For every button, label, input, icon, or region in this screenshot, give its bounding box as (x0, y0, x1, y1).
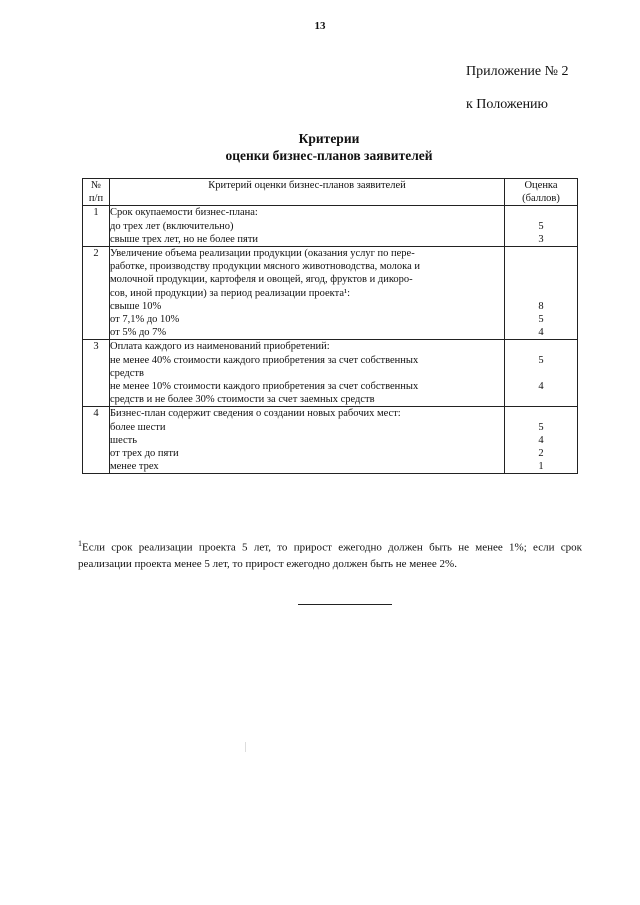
score-cell (505, 407, 578, 474)
document-title: Критерии (298, 131, 360, 146)
header-number-line2: п/п (88, 193, 104, 205)
criterion-line: шесть (110, 434, 138, 446)
page-number: 13 (314, 20, 326, 32)
table-row (83, 340, 578, 407)
criterion-line: молочной продукции, картофеля и овощей, ягод, фруктов и дикоро- (110, 274, 413, 286)
table-row (83, 407, 578, 474)
header-score-line2: (баллов) (522, 193, 560, 205)
criterion-line: Срок окупаемости бизнес-плана: (110, 207, 258, 219)
criterion-line: свыше трех лет, но не более пяти (110, 233, 259, 245)
criterion-line: не менее 40% стоимости каждого приобретения за счет собственных (110, 354, 419, 366)
score-value: 2 (538, 448, 544, 460)
appendix-reference: к Положению (466, 97, 549, 112)
score-value: 4 (538, 381, 544, 393)
header-criterion: Критерий оценки бизнес-планов заявителей (110, 179, 505, 206)
header-score-line1: Оценка (524, 180, 558, 191)
closing-divider (298, 604, 392, 605)
criterion-line: сов, иной продукции) за период реализации проекта¹: (110, 287, 351, 299)
footnote-mark: 1 (78, 539, 82, 548)
criterion-line: не менее 10% стоимости каждого приобретения за счет собственных (110, 381, 419, 393)
criterion-line: от 7,1% до 10% (110, 314, 180, 326)
criterion-line: от трех до пяти (110, 448, 179, 460)
table-header-row (83, 179, 578, 206)
criterion-line: средств и не более 30% стоимости за счет заемных средств (110, 394, 375, 406)
score-value: 5 (538, 421, 544, 433)
criterion-cell (110, 407, 505, 474)
row-number: 2 (83, 247, 110, 340)
criterion-line: Бизнес-план содержит сведения о создании новых рабочих мест: (110, 408, 401, 420)
footnote (78, 536, 582, 572)
document-subtitle: оценки бизнес-планов заявителей (225, 148, 433, 163)
header-score (505, 179, 578, 206)
score-value: 5 (538, 314, 544, 326)
row-number: 4 (83, 407, 110, 474)
row-number: 1 (83, 206, 110, 247)
score-cell (505, 206, 578, 247)
criterion-cell (110, 340, 505, 407)
criterion-line: Увеличение объема реализации продукции (оказания услуг по пере- (110, 248, 415, 260)
criteria-table (82, 178, 578, 474)
score-value: 8 (538, 300, 544, 312)
criterion-line: свыше 10% (110, 300, 162, 312)
row-number: 3 (83, 340, 110, 407)
criterion-line: менее трех (110, 461, 159, 473)
criterion-line: до трех лет (включительно) (110, 220, 234, 232)
header-number (83, 179, 110, 206)
scan-artifact (245, 742, 246, 752)
criterion-line: средств (110, 367, 144, 379)
score-cell (505, 340, 578, 407)
criterion-cell (110, 206, 505, 247)
criterion-line: более шести (110, 421, 166, 433)
score-value: 5 (538, 354, 544, 366)
score-value: 1 (538, 461, 544, 473)
criterion-line: работке, производству продукции мясного животноводства, молока и (110, 261, 420, 273)
table-row (83, 206, 578, 247)
score-value (505, 206, 577, 219)
score-value: 4 (538, 327, 544, 339)
appendix-label: Приложение № 2 (466, 64, 569, 79)
score-cell (505, 247, 578, 340)
score-value: 3 (538, 233, 544, 245)
criterion-line: Оплата каждого из наименований приобретений: (110, 341, 330, 353)
footnote-text: Если срок реализации проекта 5 лет, то прирост ежегодно должен быть не менее 1%; если срок реализации проекта менее 5 лет, то прирост ежегодно должен быть не менее 2%. (78, 541, 582, 570)
table-row (83, 247, 578, 340)
score-value: 5 (538, 220, 544, 232)
criterion-cell (110, 247, 505, 340)
header-number-line1: № (90, 180, 102, 191)
criterion-line: от 5% до 7% (110, 327, 167, 339)
score-value: 4 (538, 434, 544, 446)
